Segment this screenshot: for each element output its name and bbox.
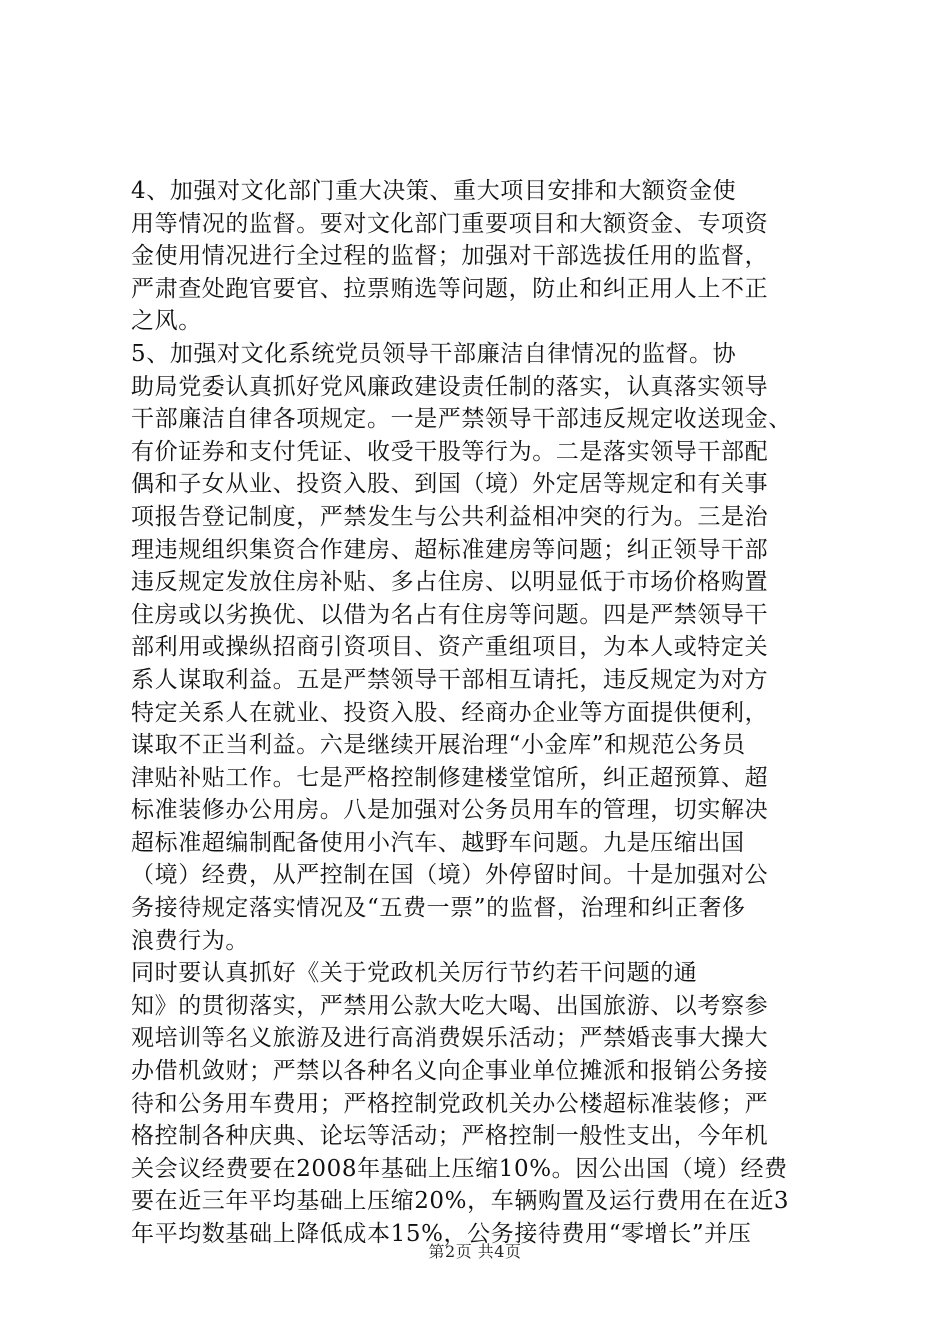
text-line: 超标准超编制配备使用小汽车、越野车问题。九是压缩出国 xyxy=(131,829,745,856)
text-line: 住房或以劣换优、以借为名占有住房等问题。四是严禁领导干 xyxy=(131,601,769,628)
text-line: 年平均数基础上降低成本15%，公务接待费用“零增长”并压 xyxy=(131,1221,752,1247)
text-line: 有价证券和支付凭证、收受干股等行为。二是落实领导干部配 xyxy=(131,438,769,465)
text-line: 严肃查处跑官要官、拉票贿选等问题，防止和纠正用人上不正 xyxy=(131,275,769,302)
text-line: 金使用情况进行全过程的监督；加强对干部选拔任用的监督， xyxy=(131,243,769,270)
text-line: 干部廉洁自律各项规定。一是严禁领导干部违反规定收送现金、 xyxy=(131,406,792,433)
text-line: 务接待规定落实情况及“五费一票”的监督，治理和纠正奢侈 xyxy=(131,895,746,922)
text-line: 浪费行为。 xyxy=(131,927,249,954)
text-line: 待和公务用车费用；严格控制党政机关办公楼超标准装修；严 xyxy=(131,1090,769,1117)
text-line: 办借机敛财；严禁以各种名义向企事业单位摊派和报销公务接 xyxy=(131,1058,769,1085)
text-line: 特定关系人在就业、投资入股、经商办企业等方面提供便利， xyxy=(131,699,769,726)
text-line: 之风。 xyxy=(131,308,202,335)
text-line: 津贴补贴工作。七是严格控制修建楼堂馆所，纠正超预算、超 xyxy=(131,764,769,791)
text-line: 5、加强对文化系统党员领导干部廉洁自律情况的监督。协 xyxy=(131,340,737,367)
text-line: 格控制各种庆典、论坛等活动；严格控制一般性支出，今年机 xyxy=(131,1123,769,1150)
text-line: 关会议经费要在2008年基础上压缩10%。因公出国（境）经费 xyxy=(131,1155,788,1182)
text-line: 观培训等名义旅游及进行高消费娱乐活动；严禁婚丧事大操大 xyxy=(131,1025,769,1052)
text-line: 助局党委认真抓好党风廉政建设责任制的落实，认真落实领导 xyxy=(131,373,769,400)
text-line: 标准装修办公用房。八是加强对公务员用车的管理，切实解决 xyxy=(131,797,769,824)
text-line: 同时要认真抓好《关于党政机关厉行节约若干问题的通 xyxy=(131,960,698,987)
text-line: 谋取不正当利益。六是继续开展治理“小金库”和规范公务员 xyxy=(131,732,746,759)
text-line: 违反规定发放住房补贴、多占住房、以明显低于市场价格购置 xyxy=(131,569,769,596)
text-line: 项报告登记制度，严禁发生与公共利益相冲突的行为。三是治 xyxy=(131,503,769,530)
text-line: 系人谋取利益。五是严禁领导干部相互请托，违反规定为对方 xyxy=(131,666,769,693)
text-line: 4、加强对文化部门重大决策、重大项目安排和大额资金使 xyxy=(131,178,737,204)
text-line: 知》的贯彻落实，严禁用公款大吃大喝、出国旅游、以考察参 xyxy=(131,992,769,1019)
text-line: 部利用或操纵招商引资项目、资产重组项目，为本人或特定关 xyxy=(131,634,769,661)
text-line: 用等情况的监督。要对文化部门重要项目和大额资金、专项资 xyxy=(131,210,769,237)
text-line: 理违规组织集资合作建房、超标准建房等问题；纠正领导干部 xyxy=(131,536,769,563)
text-line: （境）经费，从严控制在国（境）外停留时间。十是加强对公 xyxy=(131,862,769,889)
document-body xyxy=(131,175,831,1251)
text-line: 偶和子女从业、投资入股、到国（境）外定居等规定和有关事 xyxy=(131,471,769,498)
text-line: 要在近三年平均基础上压缩20%，车辆购置及运行费用在在近3 xyxy=(131,1188,790,1215)
page-number-footer: 第2页 共4页 xyxy=(428,1242,522,1261)
